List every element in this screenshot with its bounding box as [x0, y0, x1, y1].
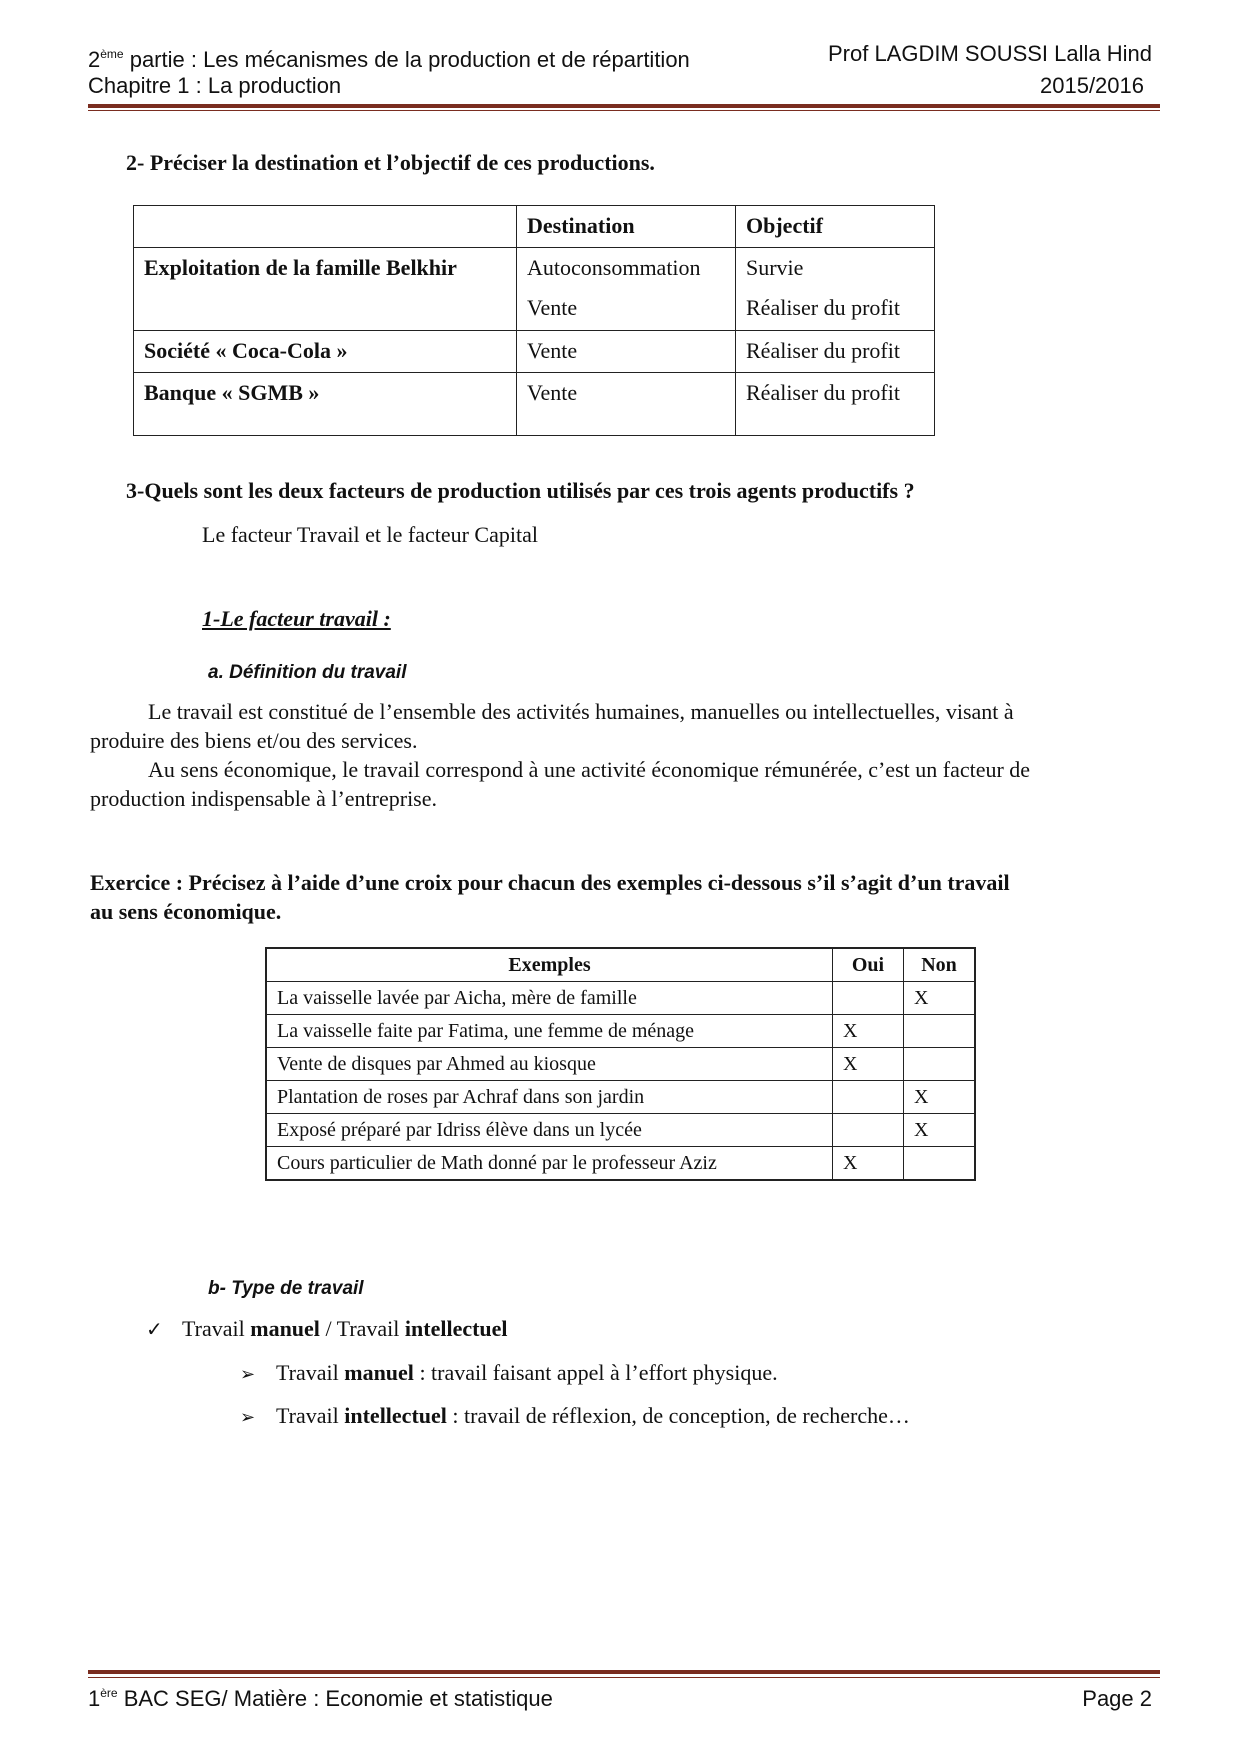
row-objectif	[736, 248, 935, 331]
row-destination: Vente	[517, 373, 736, 436]
example-text: La vaisselle faite par Fatima, une femme de ménage	[266, 1015, 833, 1048]
oui-mark: X	[833, 1015, 904, 1048]
header-author: Prof LAGDIM SOUSSI Lalla Hind	[827, 41, 1152, 66]
exercise-title-line2: au sens économique.	[90, 899, 282, 924]
bullet-text: Travail	[276, 1403, 345, 1428]
arrow-bullet-icon: ➢	[240, 1364, 256, 1385]
bullet-text: : travail faisant appel à l’effort physique.	[413, 1360, 778, 1385]
exercise-table	[265, 947, 976, 1181]
table-header-destination: Destination	[517, 206, 736, 248]
oui-mark: X	[833, 1048, 904, 1081]
example-text: Plantation de roses par Achraf dans son jardin	[266, 1081, 833, 1114]
table-header-exemples: Exemples	[266, 948, 833, 982]
destination-table	[133, 205, 935, 436]
bullet-text-bold: manuel	[250, 1316, 320, 1341]
row-destination: Vente	[517, 331, 736, 373]
header-year: 2015/2016	[1040, 73, 1144, 98]
table-row	[266, 1147, 975, 1181]
non-mark	[904, 1015, 976, 1048]
exercise-title	[90, 868, 1010, 926]
table-row	[134, 331, 935, 373]
table-row	[266, 1015, 975, 1048]
oui-mark	[833, 982, 904, 1015]
para1-line1: Le travail est constitué de l’ensemble des activités humaines, manuelles ou intellectuelles, visant à	[148, 699, 1014, 724]
para2-line1: Au sens économique, le travail correspond à une activité économique rémunérée, c’est un facteur de	[148, 757, 1031, 782]
question-3-answer: Le facteur Travail et le facteur Capital	[202, 522, 538, 547]
table-row	[266, 1048, 975, 1081]
row-label: Banque « SGMB »	[134, 373, 517, 436]
non-mark	[904, 1048, 976, 1081]
row-label: Société « Coca-Cola »	[134, 331, 517, 373]
header-part-suffix: ème	[100, 47, 124, 61]
cell-value: Réaliser du profit	[746, 295, 900, 320]
table-row	[134, 248, 935, 331]
non-mark	[904, 1147, 976, 1181]
table-header-empty	[134, 206, 517, 248]
header-chapter: Chapitre 1 : La production	[88, 73, 342, 98]
bullet-text-bold: intellectuel	[344, 1403, 447, 1428]
question-3-title: 3-Quels sont les deux facteurs de production utilisés par ces trois agents productifs ?	[126, 478, 915, 503]
check-icon: ✓	[146, 1317, 163, 1341]
table-header-objectif: Objectif	[736, 206, 935, 248]
footer-level-suffix: ère	[100, 1686, 118, 1700]
table-row	[134, 206, 935, 248]
example-text: La vaisselle lavée par Aicha, mère de famille	[266, 982, 833, 1015]
subsection-b-title: b- Type de travail	[208, 1278, 364, 1299]
footer-course-text: BAC SEG/ Matière : Economie et statistique	[117, 1686, 553, 1711]
bullet-text: Travail	[182, 1316, 251, 1341]
row-destination	[517, 248, 736, 331]
subsection-a-title: a. Définition du travail	[208, 662, 407, 683]
bullet-text: : travail de réflexion, de conception, de recherche…	[446, 1403, 910, 1428]
cell-value: Vente	[527, 295, 578, 320]
cell-value: Autoconsommation	[527, 255, 701, 280]
footer-course	[88, 1686, 553, 1712]
non-mark: X	[904, 1081, 976, 1114]
footer-level-number: 1	[88, 1686, 101, 1711]
bullet-text: Travail	[276, 1360, 345, 1385]
para2-line2: production indispensable à l’entreprise.	[90, 786, 438, 811]
table-header-oui: Oui	[833, 948, 904, 982]
header-part-number: 2	[88, 47, 101, 72]
header-rule-thick	[88, 104, 1160, 108]
table-row	[266, 1081, 975, 1114]
table-row	[266, 982, 975, 1015]
example-text: Vente de disques par Ahmed au kiosque	[266, 1048, 833, 1081]
header-left-line1	[88, 40, 690, 74]
check-bullet-line	[146, 1316, 508, 1342]
page-number: Page 2	[1082, 1686, 1152, 1711]
cell-value: Survie	[746, 255, 804, 280]
table-row	[134, 373, 935, 436]
row-objectif: Réaliser du profit	[736, 331, 935, 373]
oui-mark: X	[833, 1147, 904, 1181]
oui-mark	[833, 1114, 904, 1147]
footer-rule-thick	[88, 1670, 1160, 1674]
non-mark: X	[904, 1114, 976, 1147]
footer-rule-thin	[88, 1677, 1160, 1678]
oui-mark	[833, 1081, 904, 1114]
exercise-title-line1: Exercice : Précisez à l’aide d’une croix pour chacun des exemples ci-dessous s’il s’agit d’un travail	[90, 870, 1010, 895]
row-objectif: Réaliser du profit	[736, 373, 935, 436]
arrow-bullet-icon: ➢	[240, 1407, 256, 1428]
example-text: Cours particulier de Math donné par le professeur Aziz	[266, 1147, 833, 1181]
example-text: Exposé préparé par Idriss élève dans un lycée	[266, 1114, 833, 1147]
table-row	[266, 948, 975, 982]
row-label: Exploitation de la famille Belkhir	[134, 248, 517, 331]
bullet-text: / Travail	[319, 1316, 405, 1341]
header-part-title: partie : Les mécanismes de la production et de répartition	[123, 47, 690, 72]
bullet-text-bold: intellectuel	[404, 1316, 508, 1341]
section-title-facteur-travail: 1-Le facteur travail :	[202, 606, 391, 631]
header-rule-thin	[88, 110, 1160, 111]
arrow-bullet-manuel	[240, 1360, 778, 1386]
non-mark: X	[904, 982, 976, 1015]
definition-paragraph	[90, 697, 1160, 813]
para1-line2: produire des biens et/ou des services.	[90, 728, 418, 753]
table-header-non: Non	[904, 948, 976, 982]
question-2-title: 2- Préciser la destination et l’objectif de ces productions.	[126, 150, 655, 175]
arrow-bullet-intellectuel	[240, 1403, 910, 1429]
bullet-text-bold: manuel	[344, 1360, 414, 1385]
table-row	[266, 1114, 975, 1147]
